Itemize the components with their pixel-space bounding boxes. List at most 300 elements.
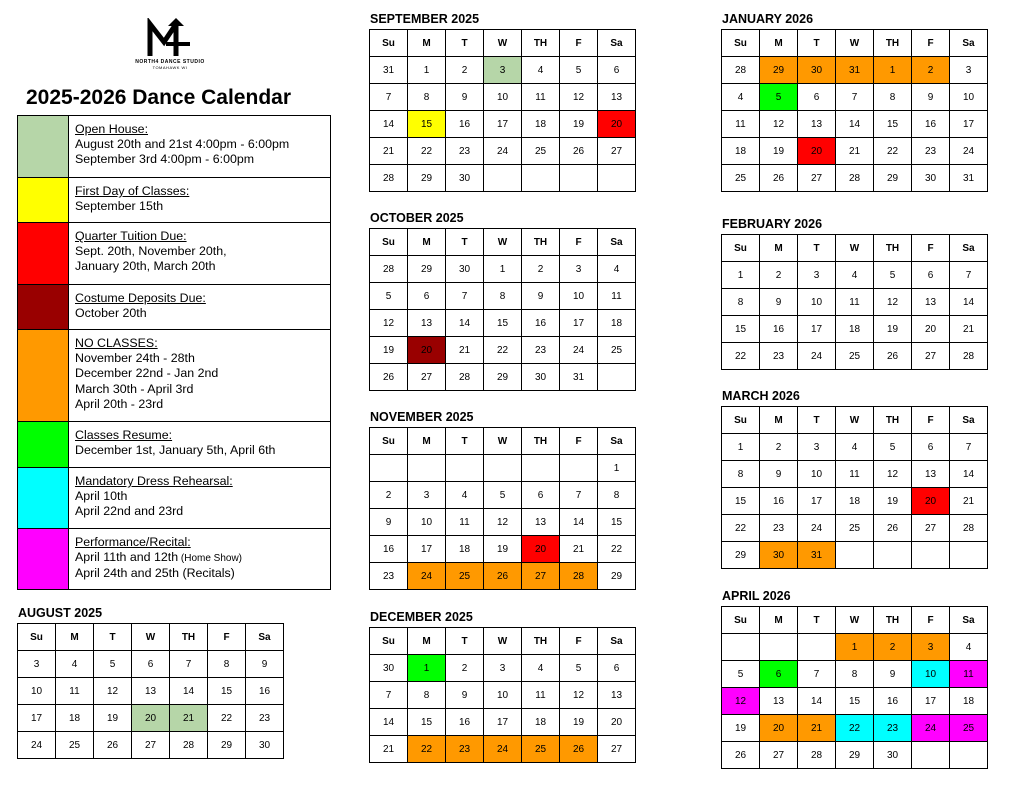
day-cell: 30	[912, 165, 950, 192]
day-cell	[836, 542, 874, 569]
day-cell: 23	[246, 705, 284, 732]
day-cell: 4	[56, 651, 94, 678]
day-cell: 15	[722, 488, 760, 515]
day-cell: 21	[950, 316, 988, 343]
day-cell: 17	[560, 310, 598, 337]
weekday-header: Sa	[950, 607, 988, 634]
day-cell: 27	[408, 364, 446, 391]
day-cell: 11	[56, 678, 94, 705]
calendar-title: OCTOBER 2025	[370, 211, 464, 225]
week-row	[722, 343, 988, 370]
day-cell: 9	[446, 682, 484, 709]
weekday-header: Sa	[950, 30, 988, 57]
legend-line-text: Sept. 20th, November 20th,	[75, 244, 227, 259]
weekday-header: F	[912, 30, 950, 57]
weekday-header: T	[446, 428, 484, 455]
day-cell: 27	[912, 515, 950, 542]
legend-text	[69, 422, 331, 468]
day-cell: 18	[722, 138, 760, 165]
day-cell: 28	[722, 57, 760, 84]
day-cell	[950, 542, 988, 569]
day-cell	[370, 455, 408, 482]
week-row	[722, 84, 988, 111]
weekday-header: W	[484, 30, 522, 57]
legend-line	[75, 443, 324, 458]
day-cell: 22	[484, 337, 522, 364]
day-cell: 20	[798, 138, 836, 165]
day-cell: 10	[560, 283, 598, 310]
weekday-header: T	[446, 30, 484, 57]
day-cell: 1	[836, 634, 874, 661]
legend-line-text: October 20th	[75, 306, 147, 321]
day-cell: 3	[560, 256, 598, 283]
day-cell: 26	[94, 732, 132, 759]
week-row	[722, 262, 988, 289]
day-cell: 29	[408, 256, 446, 283]
week-row	[370, 482, 636, 509]
day-cell: 21	[170, 705, 208, 732]
legend-line	[75, 259, 324, 274]
day-cell: 11	[522, 682, 560, 709]
legend-label: Costume Deposits Due:	[75, 291, 206, 305]
day-cell: 27	[798, 165, 836, 192]
calendar-grid	[369, 627, 636, 763]
weekday-header: T	[798, 407, 836, 434]
day-cell: 3	[950, 57, 988, 84]
week-row	[370, 455, 636, 482]
day-cell: 25	[836, 515, 874, 542]
day-cell: 31	[798, 542, 836, 569]
day-cell: 8	[722, 461, 760, 488]
day-cell: 1	[484, 256, 522, 283]
weekday-header: Su	[18, 624, 56, 651]
day-cell: 14	[370, 709, 408, 736]
day-cell: 10	[484, 682, 522, 709]
weekday-header: Su	[722, 407, 760, 434]
week-row	[722, 634, 988, 661]
week-row	[18, 651, 284, 678]
day-cell: 6	[912, 434, 950, 461]
day-cell: 30	[370, 655, 408, 682]
day-cell: 22	[874, 138, 912, 165]
weekday-header: T	[446, 229, 484, 256]
legend-text	[69, 330, 331, 422]
day-cell: 25	[522, 736, 560, 763]
day-cell: 18	[836, 488, 874, 515]
day-cell: 23	[760, 515, 798, 542]
day-cell: 25	[836, 343, 874, 370]
day-cell: 8	[836, 661, 874, 688]
calendar-feb	[721, 217, 988, 370]
legend-row	[18, 468, 331, 529]
weekday-header: Su	[370, 229, 408, 256]
legend-line-text: April 10th	[75, 489, 128, 504]
legend-swatch	[18, 468, 69, 529]
weekday-header: W	[836, 235, 874, 262]
calendar-jan	[721, 12, 988, 192]
day-cell: 24	[950, 138, 988, 165]
calendar-oct	[369, 211, 636, 391]
day-cell	[874, 542, 912, 569]
day-cell: 12	[484, 509, 522, 536]
day-cell: 6	[798, 84, 836, 111]
day-cell: 22	[408, 736, 446, 763]
week-row	[722, 434, 988, 461]
week-row	[370, 57, 636, 84]
legend-row	[18, 285, 331, 330]
day-cell: 20	[912, 488, 950, 515]
week-row	[18, 705, 284, 732]
day-cell: 22	[722, 343, 760, 370]
day-cell: 21	[798, 715, 836, 742]
day-cell: 8	[598, 482, 636, 509]
day-cell: 15	[408, 709, 446, 736]
legend-line	[75, 306, 324, 321]
legend-line	[75, 382, 324, 397]
logo-studio-name: NORTH4 DANCE STUDIO	[135, 59, 205, 65]
calendar-apr	[721, 589, 988, 769]
day-cell: 5	[560, 57, 598, 84]
day-cell: 20	[522, 536, 560, 563]
day-cell: 19	[760, 138, 798, 165]
day-cell: 18	[950, 688, 988, 715]
weekday-header: TH	[874, 607, 912, 634]
day-cell: 22	[722, 515, 760, 542]
day-cell: 6	[598, 655, 636, 682]
day-cell	[912, 542, 950, 569]
day-cell: 1	[722, 434, 760, 461]
week-row	[370, 682, 636, 709]
day-cell: 24	[798, 515, 836, 542]
weekday-header: M	[408, 229, 446, 256]
day-cell: 20	[408, 337, 446, 364]
weekday-header-row	[722, 607, 988, 634]
legend-label: Open House:	[75, 122, 149, 136]
day-cell: 6	[912, 262, 950, 289]
legend-line-text: September 15th	[75, 199, 164, 214]
legend-line	[75, 566, 324, 581]
day-cell: 24	[484, 736, 522, 763]
day-cell: 28	[836, 165, 874, 192]
week-row	[370, 736, 636, 763]
day-cell: 14	[170, 678, 208, 705]
legend-text	[69, 223, 331, 285]
day-cell: 14	[798, 688, 836, 715]
day-cell: 27	[598, 736, 636, 763]
legend-line-text: April 22nd and 23rd	[75, 504, 184, 519]
week-row	[370, 111, 636, 138]
day-cell: 29	[836, 742, 874, 769]
day-cell: 23	[446, 736, 484, 763]
day-cell: 19	[370, 337, 408, 364]
day-cell: 1	[408, 655, 446, 682]
day-cell: 16	[760, 316, 798, 343]
weekday-header: TH	[874, 30, 912, 57]
logo-location: TOMAHAWK WI	[152, 65, 188, 70]
weekday-header-row	[370, 229, 636, 256]
weekday-header: Sa	[246, 624, 284, 651]
day-cell: 13	[408, 310, 446, 337]
day-cell: 26	[560, 138, 598, 165]
week-row	[370, 563, 636, 590]
weekday-header: W	[484, 628, 522, 655]
week-row	[722, 715, 988, 742]
legend-line	[75, 489, 324, 504]
weekday-header: W	[132, 624, 170, 651]
legend-line	[75, 244, 324, 259]
studio-logo	[120, 18, 220, 70]
weekday-header: Su	[722, 30, 760, 57]
day-cell: 18	[836, 316, 874, 343]
day-cell: 4	[522, 655, 560, 682]
day-cell	[950, 742, 988, 769]
calendar-title: MARCH 2026	[722, 389, 800, 403]
day-cell: 14	[836, 111, 874, 138]
day-cell: 17	[484, 111, 522, 138]
week-row	[370, 337, 636, 364]
day-cell	[798, 634, 836, 661]
week-row	[370, 364, 636, 391]
day-cell: 22	[598, 536, 636, 563]
weekday-header-row	[18, 624, 284, 651]
day-cell: 7	[798, 661, 836, 688]
calendar-grid	[17, 623, 284, 759]
day-cell: 16	[370, 536, 408, 563]
day-cell: 21	[836, 138, 874, 165]
day-cell	[912, 742, 950, 769]
day-cell: 12	[94, 678, 132, 705]
day-cell: 28	[446, 364, 484, 391]
day-cell: 15	[874, 111, 912, 138]
day-cell	[484, 165, 522, 192]
day-cell: 19	[560, 111, 598, 138]
day-cell	[598, 364, 636, 391]
day-cell: 16	[446, 709, 484, 736]
calendar-dec	[369, 610, 636, 763]
north4-logo-icon	[146, 18, 194, 58]
weekday-header: M	[408, 428, 446, 455]
legend-text	[69, 178, 331, 223]
day-cell: 3	[484, 655, 522, 682]
weekday-header: F	[560, 628, 598, 655]
legend-row	[18, 223, 331, 285]
legend-swatch	[18, 116, 69, 178]
weekday-header: Su	[722, 607, 760, 634]
day-cell: 7	[950, 262, 988, 289]
weekday-header: M	[56, 624, 94, 651]
day-cell: 30	[874, 742, 912, 769]
weekday-header: M	[408, 628, 446, 655]
day-cell: 31	[560, 364, 598, 391]
day-cell	[760, 634, 798, 661]
weekday-header: W	[836, 407, 874, 434]
week-row	[370, 256, 636, 283]
day-cell: 1	[874, 57, 912, 84]
day-cell: 19	[560, 709, 598, 736]
day-cell: 31	[950, 165, 988, 192]
weekday-header-row	[722, 407, 988, 434]
day-cell: 25	[598, 337, 636, 364]
weekday-header: Sa	[950, 407, 988, 434]
day-cell: 26	[874, 343, 912, 370]
weekday-header: Su	[370, 428, 408, 455]
day-cell	[722, 634, 760, 661]
day-cell: 10	[798, 461, 836, 488]
day-cell: 29	[760, 57, 798, 84]
legend-swatch	[18, 529, 69, 590]
legend-line-text: September 3rd 4:00pm - 6:00pm	[75, 152, 255, 167]
weekday-header: W	[484, 428, 522, 455]
day-cell: 9	[522, 283, 560, 310]
day-cell: 13	[912, 461, 950, 488]
day-cell: 7	[950, 434, 988, 461]
day-cell: 12	[560, 84, 598, 111]
legend-line-text: January 20th, March 20th	[75, 259, 216, 274]
day-cell: 28	[950, 515, 988, 542]
day-cell: 6	[760, 661, 798, 688]
day-cell: 24	[560, 337, 598, 364]
day-cell: 25	[722, 165, 760, 192]
day-cell: 30	[760, 542, 798, 569]
day-cell: 12	[760, 111, 798, 138]
day-cell: 24	[798, 343, 836, 370]
calendar-grid	[721, 406, 988, 569]
calendar-grid	[721, 234, 988, 370]
day-cell: 19	[484, 536, 522, 563]
day-cell: 5	[874, 262, 912, 289]
day-cell: 2	[370, 482, 408, 509]
week-row	[722, 138, 988, 165]
day-cell: 28	[370, 165, 408, 192]
day-cell: 19	[874, 488, 912, 515]
day-cell: 2	[522, 256, 560, 283]
legend-line	[75, 366, 324, 381]
day-cell: 22	[208, 705, 246, 732]
calendar-title: FEBRUARY 2026	[722, 217, 823, 231]
week-row	[722, 742, 988, 769]
day-cell: 12	[722, 688, 760, 715]
legend-line	[75, 199, 324, 214]
day-cell: 29	[722, 542, 760, 569]
weekday-header: TH	[874, 407, 912, 434]
day-cell: 31	[370, 57, 408, 84]
day-cell: 29	[598, 563, 636, 590]
weekday-header: Sa	[950, 235, 988, 262]
weekday-header: F	[912, 607, 950, 634]
day-cell: 7	[560, 482, 598, 509]
weekday-header: Su	[370, 628, 408, 655]
week-row	[722, 515, 988, 542]
weekday-header-row	[722, 30, 988, 57]
day-cell: 27	[912, 343, 950, 370]
day-cell: 23	[874, 715, 912, 742]
day-cell: 1	[408, 57, 446, 84]
day-cell: 28	[798, 742, 836, 769]
day-cell: 9	[912, 84, 950, 111]
day-cell: 13	[912, 289, 950, 316]
week-row	[722, 542, 988, 569]
day-cell: 4	[950, 634, 988, 661]
weekday-header: M	[408, 30, 446, 57]
day-cell	[560, 455, 598, 482]
day-cell: 30	[446, 165, 484, 192]
day-cell: 3	[484, 57, 522, 84]
day-cell: 17	[18, 705, 56, 732]
day-cell: 16	[912, 111, 950, 138]
day-cell: 20	[598, 111, 636, 138]
day-cell: 11	[598, 283, 636, 310]
legend-swatch	[18, 285, 69, 330]
calendar-grid	[369, 427, 636, 590]
day-cell: 18	[598, 310, 636, 337]
day-cell: 28	[370, 256, 408, 283]
day-cell: 24	[408, 563, 446, 590]
day-cell: 17	[408, 536, 446, 563]
legend-swatch	[18, 422, 69, 468]
weekday-header: TH	[522, 30, 560, 57]
calendar-nov	[369, 410, 636, 590]
day-cell: 8	[484, 283, 522, 310]
weekday-header: M	[760, 235, 798, 262]
day-cell: 14	[950, 461, 988, 488]
calendar-sep	[369, 12, 636, 192]
day-cell: 6	[522, 482, 560, 509]
day-cell: 10	[484, 84, 522, 111]
weekday-header: Sa	[598, 229, 636, 256]
day-cell: 2	[874, 634, 912, 661]
legend-line	[75, 397, 324, 412]
day-cell	[522, 455, 560, 482]
weekday-header: F	[560, 30, 598, 57]
day-cell: 27	[598, 138, 636, 165]
weekday-header: F	[912, 235, 950, 262]
day-cell: 20	[132, 705, 170, 732]
day-cell: 6	[408, 283, 446, 310]
day-cell: 28	[170, 732, 208, 759]
day-cell: 11	[836, 289, 874, 316]
day-cell: 26	[370, 364, 408, 391]
weekday-header: W	[836, 30, 874, 57]
day-cell: 1	[598, 455, 636, 482]
legend-swatch	[18, 178, 69, 223]
day-cell: 3	[408, 482, 446, 509]
day-cell: 27	[522, 563, 560, 590]
week-row	[722, 111, 988, 138]
weekday-header: TH	[170, 624, 208, 651]
page-title: 2025-2026 Dance Calendar	[26, 86, 291, 109]
legend-label: NO CLASSES:	[75, 336, 158, 350]
weekday-header: TH	[522, 628, 560, 655]
calendar-title: SEPTEMBER 2025	[370, 12, 480, 26]
day-cell: 11	[722, 111, 760, 138]
day-cell: 8	[208, 651, 246, 678]
day-cell: 16	[874, 688, 912, 715]
week-row	[722, 165, 988, 192]
calendar-title: DECEMBER 2025	[370, 610, 473, 624]
day-cell: 6	[132, 651, 170, 678]
day-cell: 9	[874, 661, 912, 688]
legend-note: (Home Show)	[178, 553, 243, 565]
calendar-aug	[17, 606, 284, 759]
day-cell: 29	[408, 165, 446, 192]
day-cell: 30	[446, 256, 484, 283]
day-cell: 15	[836, 688, 874, 715]
day-cell: 15	[722, 316, 760, 343]
day-cell: 5	[560, 655, 598, 682]
day-cell: 11	[836, 461, 874, 488]
weekday-header: F	[560, 428, 598, 455]
legend-label: Performance/Recital:	[75, 535, 191, 549]
